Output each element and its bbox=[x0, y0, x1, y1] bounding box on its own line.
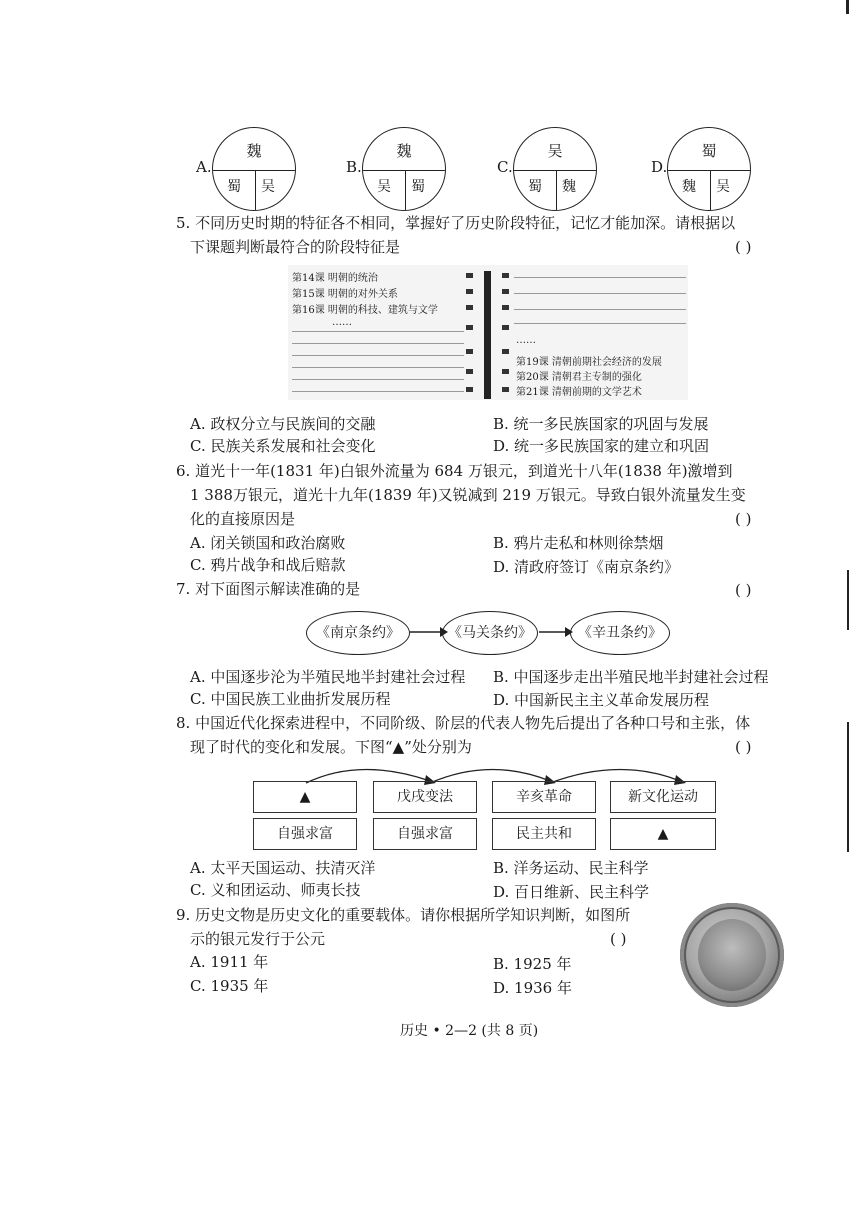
q4-c-top: 吴 bbox=[547, 142, 563, 160]
q9-stem-line2: 示的银元发行于公元 bbox=[190, 930, 326, 948]
timeline-bar bbox=[484, 271, 491, 399]
q7-option-d: D. 中国新民主主义革命发展历程 bbox=[493, 691, 710, 709]
q5-option-c: C. 民族关系发展和社会变化 bbox=[190, 437, 376, 455]
lesson-ellipsis-right: …… bbox=[516, 335, 536, 346]
treaty-maguan: 《马关条约》 bbox=[442, 611, 538, 655]
q6-answer-paren: ( ) bbox=[735, 510, 752, 528]
treaty-xinchou: 《辛丑条约》 bbox=[570, 611, 670, 655]
q7-stem-line1: 7. 对下面图示解读准确的是 bbox=[176, 580, 361, 598]
scan-mark-lower bbox=[847, 722, 849, 852]
q5-option-d: D. 统一多民族国家的建立和巩固 bbox=[493, 437, 710, 455]
scan-mark-top bbox=[846, 0, 849, 14]
q8-option-b: B. 洋务运动、民主科学 bbox=[493, 859, 649, 877]
lesson-ellipsis-left: …… bbox=[332, 317, 352, 328]
q9-option-b: B. 1925 年 bbox=[493, 955, 572, 973]
q6-option-c: C. 鸦片战争和战后赔款 bbox=[190, 556, 346, 574]
q6-stem-line3: 化的直接原因是 bbox=[190, 510, 296, 528]
q5-stem-line1: 5. 不同历史时期的特征各不相同，掌握好了历史阶段特征，记忆才能加深。请根据以 bbox=[176, 214, 736, 232]
q5-option-a: A. 政权分立与民族间的交融 bbox=[190, 415, 376, 433]
q8-top-box-1: ▲ bbox=[253, 781, 357, 813]
scan-mark-mid bbox=[847, 570, 849, 630]
q4-c-left: 蜀 bbox=[528, 179, 542, 195]
lesson-20: 第20课 清朝君主专制的强化 bbox=[516, 372, 642, 383]
q4-c-right: 魏 bbox=[562, 179, 576, 195]
q4-option-a-letter: A. bbox=[196, 158, 212, 176]
q4-a-left: 蜀 bbox=[227, 179, 241, 195]
q9-answer-paren: ( ) bbox=[610, 930, 627, 948]
lesson-21: 第21课 清朝前期的文学艺术 bbox=[516, 387, 642, 398]
q8-answer-paren: ( ) bbox=[735, 738, 752, 756]
lesson-19: 第19课 清朝前期社会经济的发展 bbox=[516, 357, 662, 368]
treaty-nanjing: 《南京条约》 bbox=[306, 611, 410, 655]
q6-stem-line2: 1 388万银元，道光十九年(1839 年)又锐减到 219 万银元。导致白银外流量发生变 bbox=[190, 486, 746, 504]
q9-option-d: D. 1936 年 bbox=[493, 979, 572, 997]
q6-stem-line1: 6. 道光十一年(1831 年)白银外流量为 684 万银元，到道光十八年(1838 年)激增到 bbox=[176, 462, 733, 480]
q8-top-box-3: 辛亥革命 bbox=[492, 781, 596, 813]
q7-option-b: B. 中国逐步走出半殖民地半封建社会过程 bbox=[493, 668, 769, 686]
q4-a-right: 吴 bbox=[261, 179, 275, 195]
q7-answer-paren: ( ) bbox=[735, 581, 752, 599]
q4-option-b-diagram bbox=[362, 127, 446, 211]
q6-option-d: D. 清政府签订《南京条约》 bbox=[493, 558, 680, 576]
q5-option-b: B. 统一多民族国家的巩固与发展 bbox=[493, 415, 709, 433]
q8-bottom-box-1: 自强求富 bbox=[253, 818, 357, 850]
q4-d-right: 吴 bbox=[716, 179, 730, 195]
q8-stem-line1: 8. 中国近代化探索进程中，不同阶级、阶层的代表人物先后提出了各种口号和主张，体 bbox=[176, 714, 751, 732]
q4-a-top: 魏 bbox=[246, 142, 262, 160]
q9-stem-line1: 9. 历史文物是历史文化的重要载体。请你根据所学知识判断，如图所 bbox=[176, 906, 631, 924]
q4-b-right: 蜀 bbox=[411, 179, 425, 195]
q4-option-d-diagram bbox=[667, 127, 751, 211]
q8-bottom-box-4: ▲ bbox=[610, 818, 716, 850]
arrow-icon-1 bbox=[408, 624, 448, 640]
q8-top-box-4: 新文化运动 bbox=[610, 781, 716, 813]
q8-top-box-2: 戊戌变法 bbox=[373, 781, 477, 813]
q8-option-c: C. 义和团运动、师夷长技 bbox=[190, 881, 361, 899]
arrow-icon-2 bbox=[537, 624, 573, 640]
lesson-16: 第16课 明朝的科技、建筑与文学 bbox=[292, 305, 438, 316]
q5-lesson-timeline bbox=[288, 265, 688, 400]
q4-option-b-letter: B. bbox=[346, 158, 362, 176]
q4-option-c-diagram bbox=[513, 127, 597, 211]
q4-d-top: 蜀 bbox=[701, 142, 717, 160]
q4-option-d-letter: D. bbox=[651, 158, 668, 176]
q8-option-d: D. 百日维新、民主科学 bbox=[493, 883, 650, 901]
q5-stem-line2: 下课题判断最符合的阶段特征是 bbox=[190, 238, 401, 256]
q4-option-a-diagram bbox=[212, 127, 296, 211]
q7-option-a: A. 中国逐步沦为半殖民地半封建社会过程 bbox=[190, 668, 466, 686]
q4-option-c-letter: C. bbox=[497, 158, 513, 176]
q4-d-left: 魏 bbox=[682, 179, 696, 195]
q8-option-a: A. 太平天国运动、扶清灭洋 bbox=[190, 859, 376, 877]
q4-b-left: 吴 bbox=[377, 179, 391, 195]
silver-dollar-image bbox=[680, 903, 784, 1007]
q8-bottom-box-2: 自强求富 bbox=[373, 818, 477, 850]
page-footer: 历史 • 2—2 (共 8 页) bbox=[400, 1023, 539, 1039]
q7-option-c: C. 中国民族工业曲折发展历程 bbox=[190, 690, 391, 708]
q6-option-a: A. 闭关锁国和政治腐败 bbox=[190, 534, 346, 552]
q8-bottom-box-3: 民主共和 bbox=[492, 818, 596, 850]
q6-option-b: B. 鸦片走私和林则徐禁烟 bbox=[493, 534, 664, 552]
q9-option-a: A. 1911 年 bbox=[190, 953, 269, 971]
lesson-15: 第15课 明朝的对外关系 bbox=[292, 289, 398, 300]
q4-b-top: 魏 bbox=[396, 142, 412, 160]
q8-stem-line2: 现了时代的变化和发展。下图“▲”处分别为 bbox=[190, 738, 472, 756]
lesson-14: 第14课 明朝的统治 bbox=[292, 273, 378, 284]
q9-option-c: C. 1935 年 bbox=[190, 977, 269, 995]
q5-answer-paren: ( ) bbox=[735, 238, 752, 256]
